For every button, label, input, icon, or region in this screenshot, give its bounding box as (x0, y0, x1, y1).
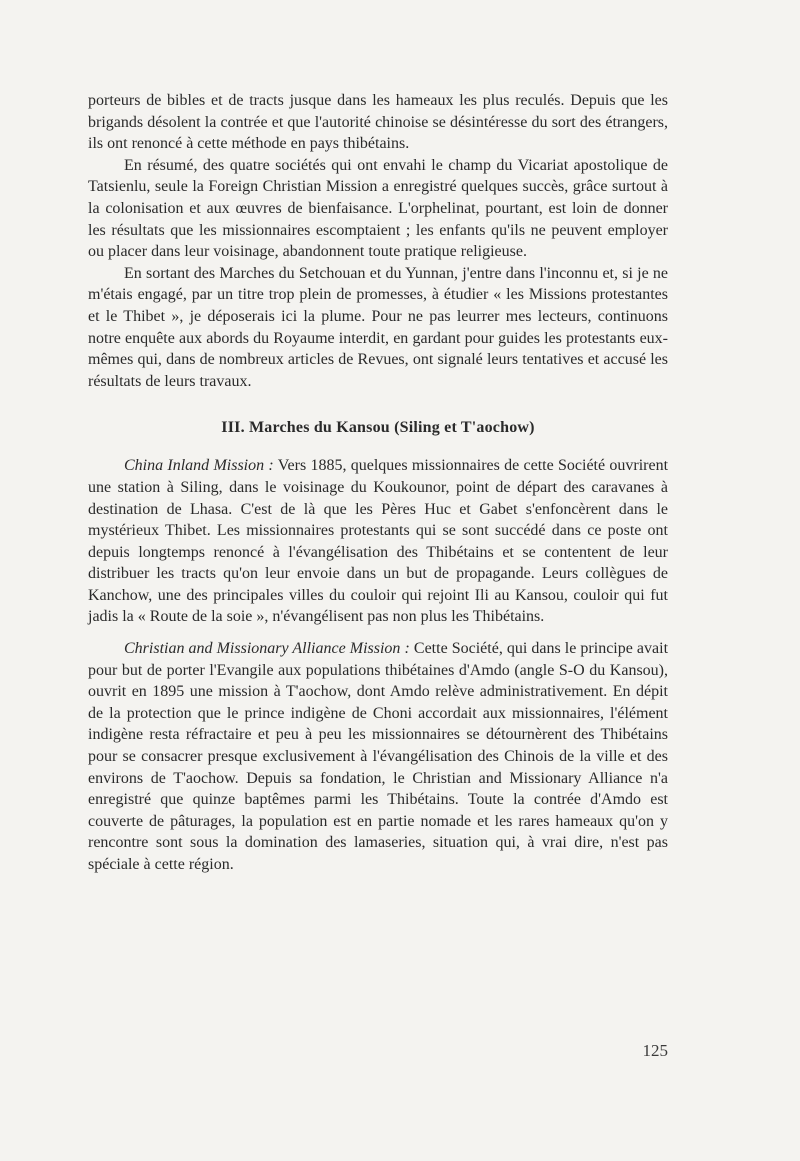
paragraph-1: porteurs de bibles et de tracts jusque dans les hameaux les plus reculés. Depuis que les brigands désolent la contrée et que l'autorité chinoise se désintéresse du sort des étrangers, ils ont renoncé à cette méthode en pays thibétains. (88, 92, 668, 153)
paragraph-china-inland-mission (88, 455, 668, 628)
paragraph-2: En résumé, des quatre sociétés qui ont envahi le champ du Vicariat apostolique de Tatsienlu, seule la Foreign Christian Mission a enregistré quelques succès, grâce surtout à la colonisation et aux œuvres de bienfaisance. L'orphelinat, pourtant, est loin de donner les résultats que les missionnaires escomptaient ; les enfants qu'ils ne peuvent employer ou placer dans leur voisinage, abandonnent toute pratique religieuse. (88, 156, 668, 261)
paragraph-lead-christian-missionary-alliance: Christian and Missionary Alliance Mission : (124, 640, 410, 658)
paragraph-lead-china-inland-mission: China Inland Mission : (124, 457, 274, 475)
page-body (88, 90, 668, 876)
paragraph-christian-missionary-alliance (88, 638, 668, 876)
section-heading: III. Marches du Kansou (Siling et T'aochow) (221, 419, 535, 437)
paragraph-text-christian-missionary-alliance: Cette Société, qui dans le principe avait pour but de porter l'Evangile aux populations thibétaines d'Amdo (angle S-O du Kansou), ouvrit en 1895 une mission à T'aochow, dont Amdo relève administrativement. En dépit de la protection que le prince indigène de Choni accordait aux missionnaires, l'élément indigène resta réfractaire et peu à peu les missionnaires se détournèrent des Thibétains pour se consacrer presque exclusivement à l'évangélisation des Chinois de la ville et des environs de T'aochow. Depuis sa fondation, le Christian and Missionary Alliance n'a enregistré que quinze baptêmes parmi les Thibétains. Toute la contrée d'Amdo est couverte de pâturages, la population est en partie nomade et les rares hameaux qu'on y rencontre sont sous la domination des lamaseries, situation qui, à vrai dire, n'est pas spéciale à cette région. (88, 640, 669, 873)
paragraph-3: En sortant des Marches du Setchouan et du Yunnan, j'entre dans l'inconnu et, si je ne m'étais engagé, par un titre trop plein de promesses, à étudier « les Missions protestantes et le Thibet », je déposerais ici la plume. Pour ne pas leurrer mes lecteurs, continuons notre enquête aux abords du Royaume interdit, en gardant pour guides les protestants eux-mêmes qui, dans de nombreux articles de Revues, ont signalé leurs tentatives et accusé les résultats de leurs travaux. (88, 264, 668, 390)
paragraph-text-china-inland-mission: Vers 1885, quelques missionnaires de cette Société ouvrirent une station à Siling, dans le voisinage du Koukounor, point de départ des caravanes à destination de Lhasa. C'est de là que les Pères Huc et Gabet s'enfoncèrent dans le mystérieux Thibet. Les missionnaires protestants qui se sont succédé dans ce poste ont depuis longtemps renoncé à l'évangélisation des Thibétains et se contentent de leur distribuer les tracts qu'on leur envoie dans un but de propagande. Leurs collègues de Kanchow, une des principales villes du couloir qui rejoint Ili au Kansou, couloir qui fut jadis la « Route de la soie », n'évangélisent pas non plus les Thibétains. (88, 457, 669, 626)
page-number: 125 (642, 1041, 668, 1060)
